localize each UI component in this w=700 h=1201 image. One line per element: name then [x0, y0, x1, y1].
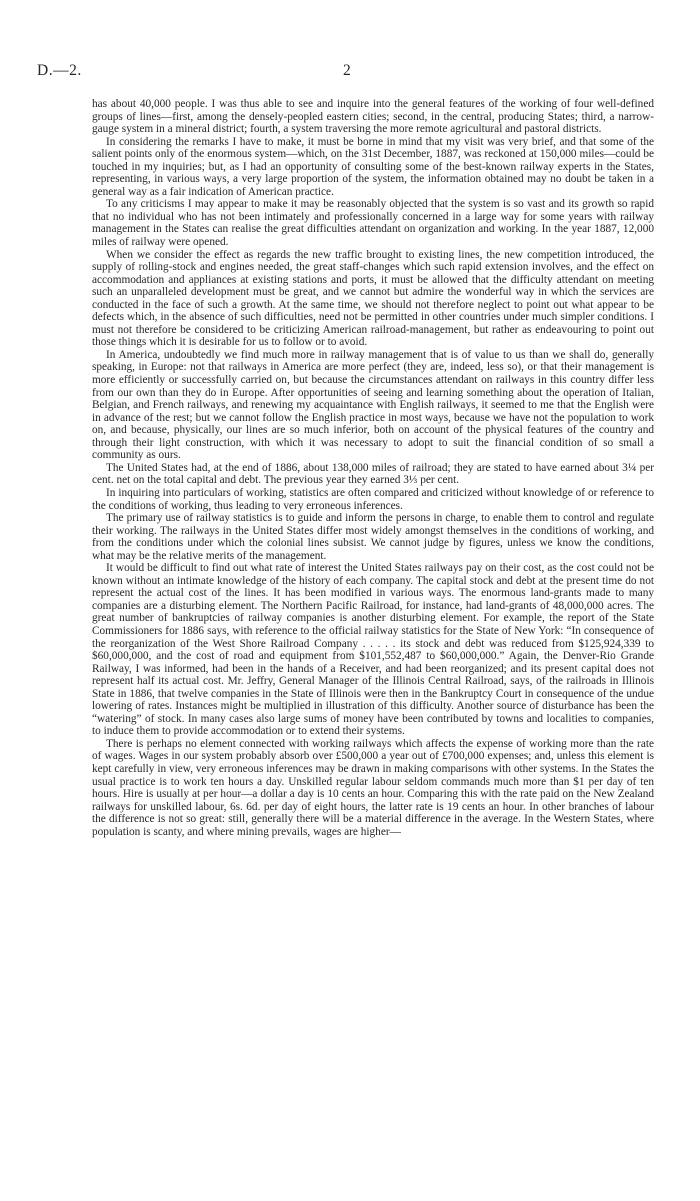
- paragraph: To any criticisms I may appear to make it may be reasonably objected that the system is so vast and its growth so rapid that no individual who has not been intimately and professionally concerned in a large way for some years with railway management in the States can realise the great difficulties attendant on organization and working. In the year 1887, 12,000 miles of railway were opened.: [92, 198, 654, 249]
- document-id: D.—2.: [37, 62, 82, 79]
- page-header: [37, 62, 663, 84]
- paragraph: In inquiring into particulars of working, statistics are often compared and criticized without knowledge of or reference to the conditions of working, thus leading to very erroneous inferences.: [92, 486, 654, 512]
- paragraph: The United States had, at the end of 1886, about 138,000 miles of railroad; they are stated to have earned about 3¼ per cent. net on the total capital and debt. The previous year they earned 3⅓ per cent.: [92, 461, 654, 487]
- paragraph: The primary use of railway statistics is to guide and inform the persons in charge, to enable them to control and regulate their working. The railways in the United States differ most widely amongst themselves in the conditions of working, and from the conditions under which the colonial lines subsist. We cannot judge by figures, unless we know the conditions, what may be the relative merits of the management.: [92, 512, 654, 562]
- page-number: 2: [343, 62, 351, 79]
- paragraph: When we consider the effect as regards the new traffic brought to existing lines, the new competition introduced, the supply of rolling-stock and engines needed, the great staff-changes which such rapid extension involves, and the effect on accommodation and appliances at existing stations and ports, it must be allowed that the difficulty attendant on meeting such an unparalleled development must be great, and we cannot but admire the wonderful way in which the services are conducted in the face of such a growth. At the same time, we should not therefore neglect to point out what appear to be defects which, in the absence of such difficulties, need not be permitted in other countries under much simpler conditions. I must not therefore be considered to be criticizing American railroad-management, but rather as endeavouring to point out those things which it is desirable for us to follow or to avoid.: [92, 248, 654, 349]
- paragraph: In America, undoubtedly we find much more in railway management that is of value to us than we shall do, generally speaking, in Europe: not that railways in America are more perfect (they are, indeed, less so), or that their management is more efficiently or successfully carried on, but because the circumstances attendant on railways in this country differ less from our own than they do in Europe. After opportunities of seeing and learning something about the operation of Italian, Belgian, and French railways, and renewing my acquaintance with English railways, it seemed to me that the English were in advance of the rest; but we cannot follow the English practice in most ways, because we have not the population to work on, and because, physically, our lines are so much inferior, both on account of the physical features of the country and through their light construction, with which it was necessary to adopt to suit the financial condition of so small a community as ours.: [92, 348, 654, 462]
- body-text: [92, 98, 654, 838]
- paragraph: It would be difficult to find out what rate of interest the United States railways pay on their cost, as the cost could not be known without an intimate knowledge of the history of each company. The capital stock and debt at the present time do not represent the actual cost of the lines. It has been modified in various ways. The enormous land-grants made to many companies are a disturbing element. The Northern Pacific Railroad, for instance, had land-grants of 48,000,000 acres. The great number of bankruptcies of railway companies is another disturbing element. For example, the report of the State Commissioners for 1886 says, with reference to the official railway statistics for the State of New York: “In consequence of the reorganization of the West Shore Railroad Company . . . . . its stock and debt was reduced from $125,924,339 to $60,000,000, and the cost of road and equipment from $101,552,487 to $60,000,000.” Again, the Denver-Rio Grande Railway, I was informed, had been in the hands of a Receiver, and had been reorganized; and its present capital does not represent half its actual cost. Mr. Jeffry, General Manager of the Illinois Central Railroad, says, of the railroads in Illinois State in 1886, that twelve companies in the State of Illinois were then in the Bankruptcy Court in consequence of the undue lowering of rates. Instances might be multiplied in illustration of this difficulty. Another source of disturbance has been the “watering” of stock. In many cases also large sums of money have been contributed by towns and localities to companies, to induce them to provide accommodation or to extend their systems.: [92, 562, 654, 738]
- paragraph: In considering the remarks I have to make, it must be borne in mind that my visit was very brief, and that some of the salient points only of the enormous system—which, on the 31st December, 1887, was reckoned at 150,000 miles—could be touched in my inquiries; but, as I had an opportunity of consulting some of the best-known railway experts in the States, representing, in various ways, a very large proportion of the system, the information obtained may no doubt be taken in a general way as a fair indication of American practice.: [92, 135, 654, 198]
- paragraph: has about 40,000 people. I was thus able to see and inquire into the general features of the working of four well-defined groups of lines—first, among the densely-peopled eastern cities; second, in the central, producing States; third, a narrow-gauge system in a mineral district; fourth, a system traversing the more remote agricultural and pastoral districts.: [92, 98, 654, 136]
- paragraph: There is perhaps no element connected with working railways which affects the expense of working more than the rate of wages. Wages in our system probably absorb over £500,000 a year out of £700,000 expenses; and, unless this element is kept carefully in view, very erroneous inferences may be drawn in making comparisons with other systems. In the States the usual practice is to work ten hours a day. Unskilled regular labour seldom commands much more than $1 per day of ten hours. Hire is usually at per hour—a dollar a day is 10 cents an hour. Comparing this with the rate paid on the New Zealand railways for unskilled labour, 6s. 6d. per day of eight hours, the latter rate is 19 cents an hour. In other branches of labour the difference is not so great: still, generally there will be a material difference in the average. In the Western States, where population is scanty, and where mining prevails, wages are higher—: [92, 737, 654, 838]
